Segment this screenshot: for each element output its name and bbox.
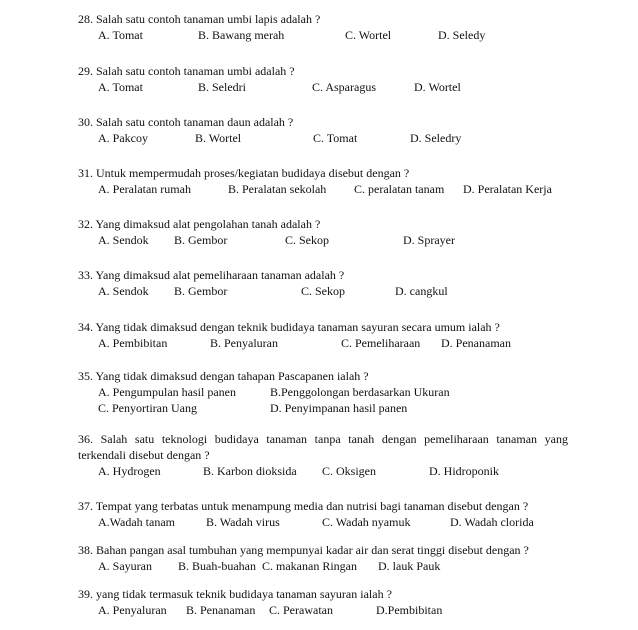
option-c: C. peralatan tanam — [354, 182, 445, 196]
option-a: A. Peralatan rumah — [98, 182, 191, 196]
option-c: C. Oksigen — [322, 464, 376, 478]
option-a: A. Pembibitan — [98, 336, 168, 350]
option-a: A. Sayuran — [98, 559, 152, 573]
question-39 — [78, 586, 568, 618]
question-30 — [78, 114, 568, 146]
option-b: B. Peralatan sekolah — [228, 182, 327, 196]
option-d: D. lauk Pauk — [378, 559, 441, 573]
option-b: B. Bawang merah — [198, 28, 285, 42]
option-b: B. Karbon dioksida — [203, 464, 297, 478]
question-28 — [78, 11, 568, 43]
answer-options-row-1 — [78, 384, 568, 400]
option-c: C. Penyortiran Uang — [98, 401, 197, 415]
option-c: C. Perawatan — [269, 603, 333, 617]
question-text: 38. Bahan pangan asal tumbuhan yang mempunyai kadar air dan serat tinggi disebut dengan ? — [78, 543, 529, 557]
question-35 — [78, 368, 568, 416]
option-a: A. Pakcoy — [98, 131, 148, 145]
answer-options — [78, 27, 568, 43]
question-text: 29. Salah satu contoh tanaman umbi adalah ? — [78, 64, 295, 78]
answer-options — [78, 335, 568, 351]
option-b: B. Gembor — [174, 233, 228, 247]
question-31 — [78, 165, 568, 197]
option-d: D. Seledry — [410, 131, 462, 145]
option-c: C. makanan Ringan — [262, 559, 357, 573]
answer-options — [78, 558, 568, 574]
question-text: 28. Salah satu contoh tanaman umbi lapis adalah ? — [78, 12, 321, 26]
option-a: A. Sendok — [98, 233, 149, 247]
question-text: 33. Yang dimaksud alat pemeliharaan tanaman adalah ? — [78, 268, 345, 282]
answer-options — [78, 181, 568, 197]
question-38 — [78, 542, 568, 574]
option-b: B. Seledri — [198, 80, 246, 94]
option-b: B. Penyaluran — [210, 336, 278, 350]
option-d: D. Penyimpanan hasil panen — [270, 401, 408, 415]
answer-options — [78, 283, 568, 299]
answer-options — [78, 514, 568, 530]
question-text: 35. Yang tidak dimaksud dengan tahapan Pascapanen ialah ? — [78, 369, 369, 383]
question-text: 30. Salah satu contoh tanaman daun adalah ? — [78, 115, 294, 129]
option-a: A. Penyaluran — [98, 603, 167, 617]
question-32 — [78, 216, 568, 248]
option-d: D.Pembibitan — [376, 603, 443, 617]
option-c: C. Sekop — [301, 284, 346, 298]
option-b: B. Wortel — [195, 131, 242, 145]
option-a: A. Hydrogen — [98, 464, 161, 478]
option-b: B. Gembor — [174, 284, 228, 298]
question-text: 37. Tempat yang terbatas untuk menampung media dan nutrisi bagi tanaman disebut dengan ? — [78, 499, 529, 513]
option-b: B. Penanaman — [186, 603, 256, 617]
option-a: A. Tomat — [98, 80, 143, 94]
option-c: C. Asparagus — [312, 80, 376, 94]
option-d: D. Seledy — [438, 28, 486, 42]
question-text: 31. Untuk mempermudah proses/kegiatan budidaya disebut dengan ? — [78, 166, 410, 180]
question-37 — [78, 498, 568, 530]
option-d: D. Peralatan Kerja — [463, 182, 552, 196]
option-d: D. Sprayer — [403, 233, 455, 247]
answer-options — [78, 79, 568, 95]
option-c: C. Sekop — [285, 233, 330, 247]
answer-options — [78, 602, 568, 618]
option-c: C. Wadah nyamuk — [322, 515, 411, 529]
option-b: B. Buah-buahan — [178, 559, 256, 573]
question-33 — [78, 267, 568, 299]
option-d: D. Wortel — [414, 80, 461, 94]
option-b: B. Wadah virus — [206, 515, 280, 529]
option-d: D. Wadah clorida — [450, 515, 534, 529]
question-34 — [78, 319, 568, 351]
answer-options — [78, 130, 568, 146]
option-d: D. Hidroponik — [429, 464, 499, 478]
option-c: C. Wortel — [345, 28, 392, 42]
option-a: A.Wadah tanam — [98, 515, 176, 529]
option-a: A. Sendok — [98, 284, 149, 298]
option-c: C. Tomat — [313, 131, 358, 145]
question-36 — [78, 431, 568, 479]
option-d: D. Penanaman — [441, 336, 511, 350]
option-d: D. cangkul — [395, 284, 448, 298]
answer-options — [78, 232, 568, 248]
option-a: A. Tomat — [98, 28, 143, 42]
answer-options-row-2 — [78, 400, 568, 416]
question-text: 32. Yang dimaksud alat pengolahan tanah adalah ? — [78, 217, 321, 231]
question-29 — [78, 63, 568, 95]
question-text: 36. Salah satu teknologi budidaya tanaman tanpa tanah dengan pemeliharaan tanaman yang terkendali disebut dengan ? — [78, 432, 568, 462]
answer-options — [78, 463, 568, 479]
option-a: A. Pengumpulan hasil panen — [98, 385, 236, 399]
question-text: 39. yang tidak termasuk teknik budidaya tanaman sayuran ialah ? — [78, 587, 392, 601]
question-text: 34. Yang tidak dimaksud dengan teknik budidaya tanaman sayuran secara umum ialah ? — [78, 320, 500, 334]
option-b: B.Penggolongan berdasarkan Ukuran — [270, 385, 450, 399]
option-c: C. Pemeliharaan — [341, 336, 421, 350]
